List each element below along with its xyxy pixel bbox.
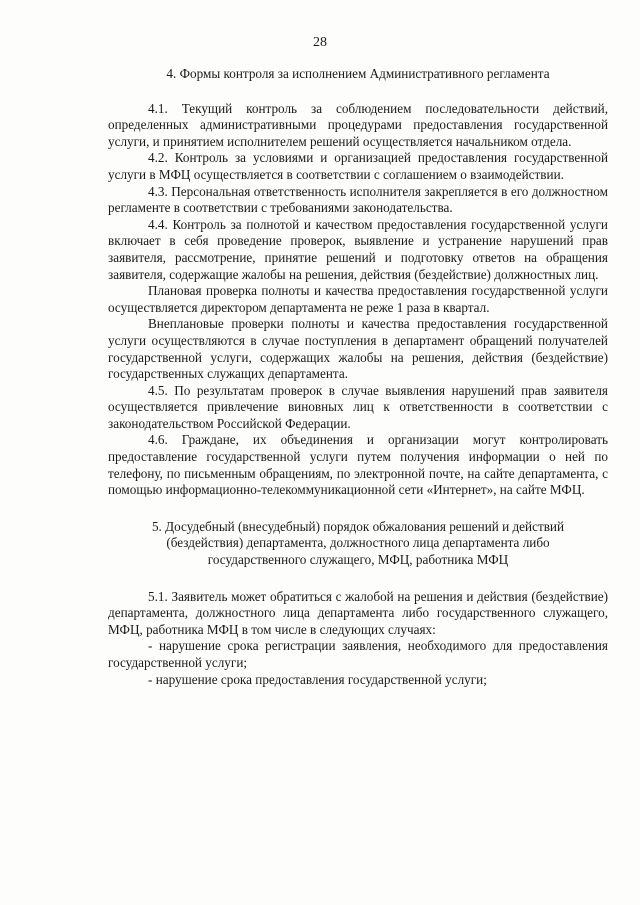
section-5-heading-line-2: (бездействия) департамента, должностного лица департамента либо [166,535,550,551]
list-item-registration-deadline: - нарушение срока регистрации заявления, необходимого для предоставления государственной услуги; [108,638,608,670]
paragraph-unplanned-inspection: Внеплановые проверки полноты и качества предоставления государственной услуги осуществляются в случае поступления в департамент обращений получателей государственной услуги, содержащих жалобы на решения, действия (бездействие) государственных служащих департамента. [108,316,608,382]
document-body [108,66,608,688]
section-5-heading [108,519,608,569]
paragraph-4-5: 4.5. По результатам проверок в случае выявления нарушений прав заявителя осуществляется привлечение виновных лиц к ответственности в соответствии с законодательством Российской Федерации. [108,382,608,431]
section-4-heading: 4. Формы контроля за исполнением Административного регламента [166,66,550,81]
page-number: 28 [313,35,327,50]
section-5-heading-line-3: государственного служащего, МФЦ, работника МФЦ [207,552,509,568]
paragraph-planned-inspection: Плановая проверка полноты и качества предоставления государственной услуги осуществляется директором департамента не реже 1 раза в квартал. [108,283,608,315]
paragraph-4-1: 4.1. Текущий контроль за соблюдением последовательности действий, определенных административными процедурами предоставления государственной услуги, и принятием исполнителем решений осуществляется начальником отдела. [108,100,608,149]
section-5-heading-line-1: 5. Досудебный (внесудебный) порядок обжалования решений и действий [151,518,565,534]
list-item-service-deadline: - нарушение срока предоставления государственной услуги; [148,671,487,687]
paragraph-4-2: 4.2. Контроль за условиями и организацией предоставления государственной услуги в МФЦ осуществляется в соответствии с соглашением о взаимодействии. [108,150,608,182]
paragraph-5-1: 5.1. Заявитель может обратиться с жалобой на решения и действия (бездействие) департамента, должностного лица департамента либо государственного служащего, МФЦ, работника МФЦ в том числе в следующих случаях: [108,588,608,637]
paragraph-4-6: 4.6. Граждане, их объединения и организации могут контролировать предоставление государственной услуги путем получения информации о ней по телефону, по письменным обращениям, по электронной почте, на сайте департамента, с помощью информационно-телекоммуникационной сети «Интернет», на сайте МФЦ. [108,432,608,498]
paragraph-4-3: 4.3. Персональная ответственность исполнителя закрепляется в его должностном регламенте в соответствии с требованиями законодательства. [108,183,608,216]
paragraph-4-4: 4.4. Контроль за полнотой и качеством предоставления государственной услуги включает в себя проведение проверок, выявление и устранение нарушений прав заявителя, рассмотрение, принятие решений и подготовку ответов на обращения заявителя, содержащие жалобы на решения, действия (бездействие) должностных лиц. [108,216,608,282]
